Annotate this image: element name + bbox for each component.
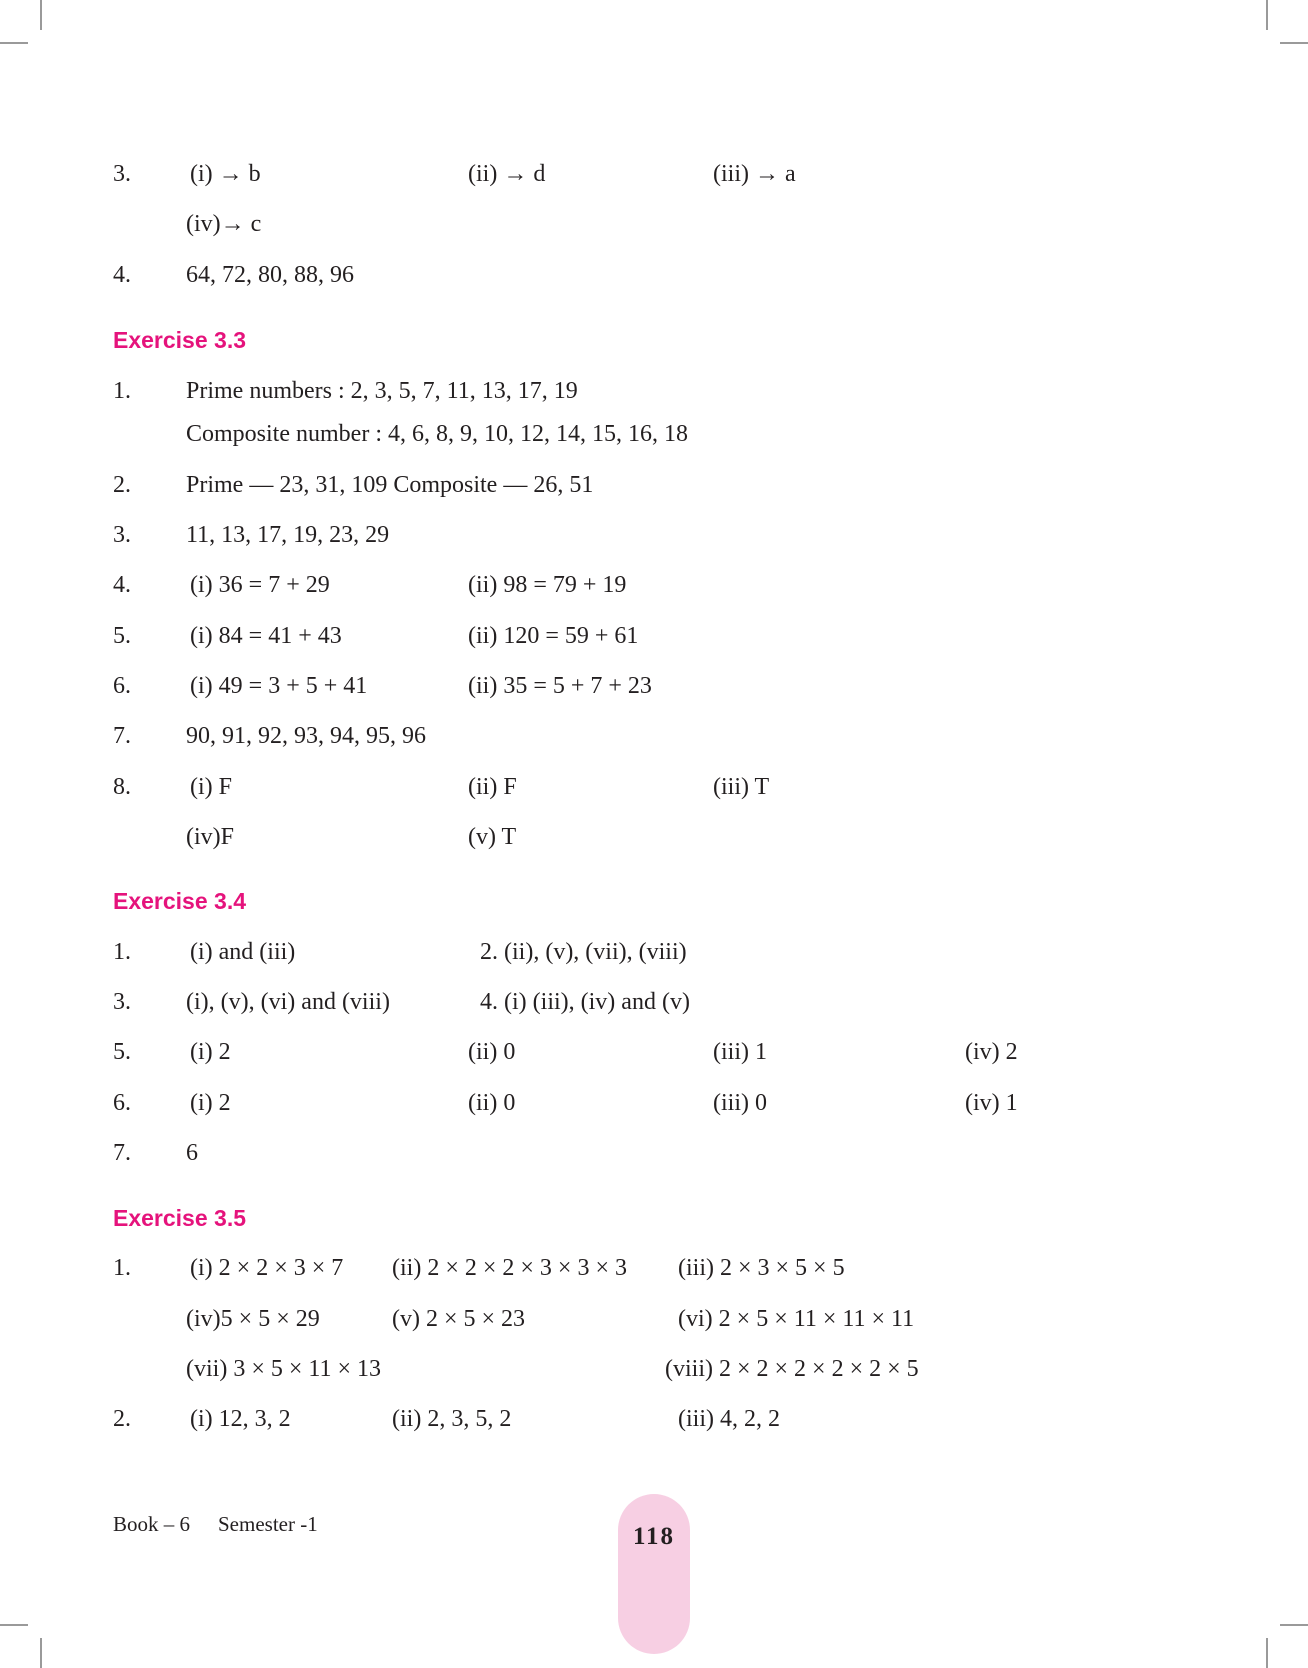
crop-mark <box>40 1638 42 1668</box>
answer-text: (i) and (iii) <box>190 939 296 965</box>
answer-text: 2. (ii), (v), (vii), (viii) <box>480 939 687 965</box>
page-number: 118 <box>632 1523 676 1550</box>
question-number: 5. <box>113 1039 131 1065</box>
answer-part: (ii) 98 = 79 + 19 <box>468 572 627 598</box>
answer-part: (iv)5 × 5 × 29 <box>186 1306 320 1332</box>
answer-part: (i) → b <box>190 161 261 187</box>
answer-part: (ii) 0 <box>468 1039 516 1065</box>
answer-part: (i) F <box>190 774 232 800</box>
answer-part: (iv) 2 <box>965 1039 1018 1065</box>
answer-part: (i) 12, 3, 2 <box>190 1406 291 1432</box>
answer-part: (v) T <box>468 824 517 850</box>
answer-part: (iii) 1 <box>713 1039 767 1065</box>
footer-semester: Semester -1 <box>218 1512 318 1536</box>
answer-part: (vi) 2 × 5 × 11 × 11 × 11 <box>678 1306 915 1332</box>
question-number: 2. <box>113 472 131 498</box>
answer-part: (viii) 2 × 2 × 2 × 2 × 2 × 5 <box>665 1356 919 1382</box>
question-number: 5. <box>113 623 131 649</box>
exercise-heading: Exercise 3.3 <box>113 327 247 353</box>
answer-text: 11, 13, 17, 19, 23, 29 <box>186 522 390 548</box>
question-number: 4. <box>113 262 131 288</box>
answer-part: (iii) 0 <box>713 1090 767 1116</box>
answer-part: (i) 49 = 3 + 5 + 41 <box>190 673 368 699</box>
answer-part: (i) 2 <box>190 1039 231 1065</box>
answer-part: (i) 2 <box>190 1090 231 1116</box>
question-number: 8. <box>113 774 131 800</box>
answer-text: (i), (v), (vi) and (viii) <box>186 989 390 1015</box>
answer-part: (ii) 35 = 5 + 7 + 23 <box>468 673 652 699</box>
answer-part: (i) 2 × 2 × 3 × 7 <box>190 1255 344 1281</box>
crop-mark <box>1280 42 1308 44</box>
answer-part: (ii) 120 = 59 + 61 <box>468 623 639 649</box>
answer-text: 64, 72, 80, 88, 96 <box>186 262 354 288</box>
crop-mark <box>1266 1638 1268 1668</box>
question-number: 3. <box>113 522 131 548</box>
answer-part: (ii) 2, 3, 5, 2 <box>392 1406 512 1432</box>
answer-part: (iii) → a <box>713 161 796 187</box>
answer-part: (ii) F <box>468 774 517 800</box>
answer-part: (iii) T <box>713 774 770 800</box>
answer-part: (ii) 0 <box>468 1090 516 1116</box>
crop-mark <box>1266 0 1268 30</box>
question-number: 2. <box>113 1406 131 1432</box>
answer-text: Prime — 23, 31, 109 Composite — 26, 51 <box>186 472 594 498</box>
exercise-heading: Exercise 3.5 <box>113 1205 247 1231</box>
answer-part: (i) 36 = 7 + 29 <box>190 572 330 598</box>
question-number: 3. <box>113 989 131 1015</box>
exercise-heading: Exercise 3.4 <box>113 888 247 914</box>
crop-mark <box>0 42 28 44</box>
answer-part: (iv)→ c <box>186 211 262 237</box>
answer-part: (ii) 2 × 2 × 2 × 3 × 3 × 3 <box>392 1255 627 1281</box>
answer-text: 90, 91, 92, 93, 94, 95, 96 <box>186 723 426 749</box>
question-number: 6. <box>113 673 131 699</box>
answer-part: (iii) 4, 2, 2 <box>678 1406 780 1432</box>
crop-mark <box>0 1624 28 1626</box>
question-number: 4. <box>113 572 131 598</box>
answer-text: Prime numbers : 2, 3, 5, 7, 11, 13, 17, 19 <box>186 378 578 404</box>
answer-text: 4. (i) (iii), (iv) and (v) <box>480 989 690 1015</box>
answer-part: (iv)F <box>186 824 234 850</box>
crop-mark <box>40 0 42 30</box>
question-number: 1. <box>113 939 131 965</box>
answer-text: Composite number : 4, 6, 8, 9, 10, 12, 14, 15, 16, 18 <box>186 421 688 447</box>
question-number: 1. <box>113 378 131 404</box>
footer-book: Book – 6 <box>113 1512 191 1536</box>
page-number-tab <box>618 1494 690 1654</box>
question-number: 7. <box>113 723 131 749</box>
question-number: 6. <box>113 1090 131 1116</box>
answer-part: (iii) 2 × 3 × 5 × 5 <box>678 1255 845 1281</box>
answer-part: (i) 84 = 41 + 43 <box>190 623 342 649</box>
answer-part: (ii) → d <box>468 161 546 187</box>
answer-part: (iv) 1 <box>965 1090 1018 1116</box>
answer-part: (vii) 3 × 5 × 11 × 13 <box>186 1356 382 1382</box>
crop-mark <box>1280 1624 1308 1626</box>
answer-text: 6 <box>186 1140 198 1166</box>
question-number: 1. <box>113 1255 131 1281</box>
question-number: 3. <box>113 161 131 187</box>
question-number: 7. <box>113 1140 131 1166</box>
answer-part: (v) 2 × 5 × 23 <box>392 1306 526 1332</box>
